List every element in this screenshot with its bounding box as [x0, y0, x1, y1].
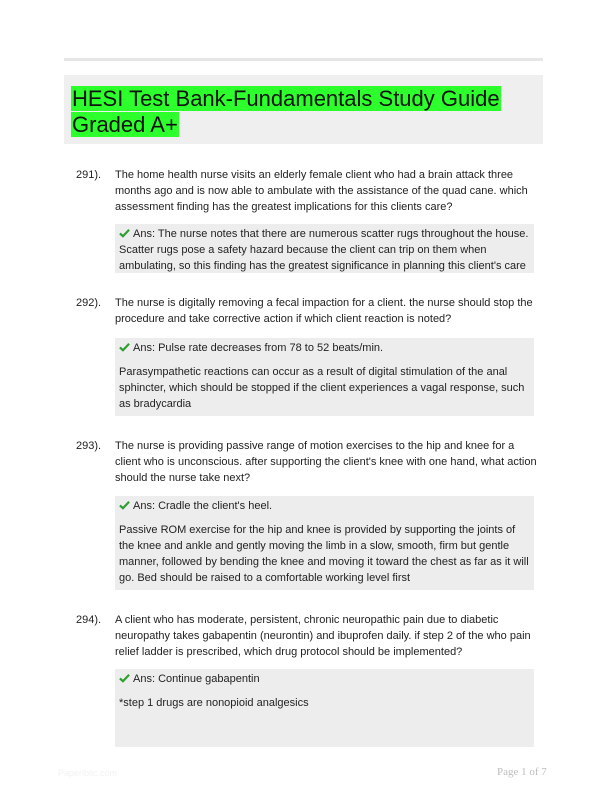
question-text: The nurse is providing passive range of motion exercises to the hip and knee for a client who is unconscious. after supporting the client's knee with one hand, what action should the nurse take next? [115, 440, 537, 484]
title-highlight: HESI Test Bank-Fundamentals Study Guide Graded A+ [72, 86, 500, 137]
check-icon [119, 500, 130, 510]
footer-watermark: Paperiblic.com [58, 768, 118, 778]
answer-explanation: Parasympathetic reactions can occur as a result of digital stimulation of the anal sphincter, which should be stopped if the client experiences a vagal response, such as bradycardia [119, 366, 525, 410]
check-icon [119, 228, 130, 238]
question-text: A client who has moderate, persistent, chronic neuropathic pain due to diabetic neuropathy takes gabapentin (neurontin) and ibuprofen daily. if step 2 of the who pain relief ladder is prescribed, which drug protocol should be implemented? [115, 614, 531, 658]
answer-line [119, 498, 530, 514]
answer-box [115, 338, 534, 416]
answer-line [119, 671, 530, 687]
answer-explanation: *step 1 drugs are nonopioid analgesics [119, 697, 309, 709]
answer-text: Ans: Pulse rate decreases from 78 to 52 beats/min. [133, 342, 384, 354]
question-number: 293). [76, 440, 102, 452]
answer-text: Ans: The nurse notes that there are numerous scatter rugs throughout the house. Scatter rugs pose a safety hazard because the client can trip on them when ambulating, so this finding has the greatest significance in planning this client's care [119, 228, 529, 272]
page-number: Page 1 of 7 [497, 766, 547, 778]
question-number: 292). [76, 297, 102, 309]
answer-line [119, 340, 530, 356]
answer-text: Ans: Cradle the client's heel. [133, 500, 273, 512]
question-text: The nurse is digitally removing a fecal impaction for a client. the nurse should stop the procedure and take corrective action if which client reaction is noted? [115, 297, 533, 325]
page-title [71, 86, 543, 138]
check-icon [119, 342, 130, 352]
answer-explanation: Passive ROM exercise for the hip and knee is provided by supporting the joints of the knee and ankle and gently moving the limb in a slow, smooth, firm but gentle manner, followed by bending the knee and moving it toward the chest as far as it will go. Bed should be raised to a comfortable working level first [119, 524, 529, 584]
answer-box [115, 669, 534, 747]
top-rule [64, 58, 543, 61]
question-number: 291). [76, 169, 102, 181]
answer-box [115, 224, 534, 273]
title-block [64, 75, 543, 144]
answer-line [119, 226, 530, 274]
question-number: 294). [76, 614, 102, 626]
question-text: The home health nurse visits an elderly female client who had a brain attack three months ago and is now able to ambulate with the assistance of the quad cane. which assessment finding has the greatest implications for this clients care? [115, 169, 528, 213]
answer-box [115, 496, 534, 590]
check-icon [119, 673, 130, 683]
answer-text: Ans: Continue gabapentin [133, 673, 260, 685]
